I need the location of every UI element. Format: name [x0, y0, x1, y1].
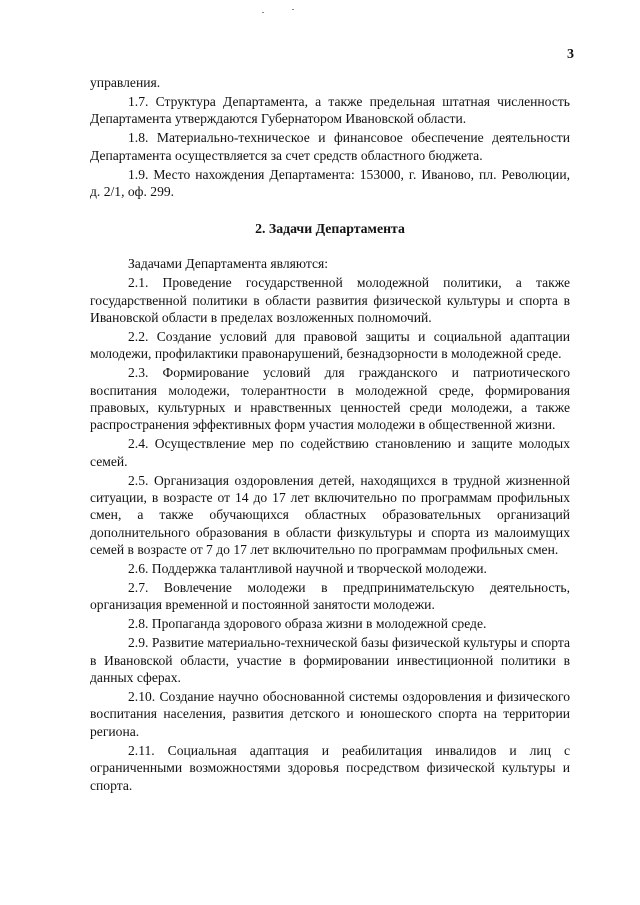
task-item-2-11: 2.11. Социальная адаптация и реабилитация инвалидов и лиц с ограниченными возможностями здоровья посредством физической культуры и спорта. — [90, 742, 570, 793]
page-number: 3 — [567, 47, 574, 62]
task-item-2-4: 2.4. Осуществление мер по содействию становлению и защите молодых семей. — [90, 436, 570, 469]
task-item-2-10: 2.10. Создание научно обоснованной системы оздоровления и физического воспитания населения, развития детского и юношеского спорта на территории региона. — [90, 689, 570, 739]
task-item-2-8: 2.8. Пропаганда здорового образа жизни в молодежной среде. — [128, 616, 487, 632]
task-item-2-7: 2.7. Вовлечение молодежи в предпринимательскую деятельность, организация временной и постоянной занятости молодежи. — [90, 580, 570, 613]
paragraph-1-8: 1.8. Материально-техническое и финансовое обеспечение деятельности Департамента осуществляется за счет средств областного бюджета. — [90, 130, 570, 163]
task-item-2-6: 2.6. Поддержка талантливой научной и творческой молодежи. — [128, 561, 487, 577]
scan-mark — [292, 9, 294, 10]
paragraph-1-9: 1.9. Место нахождения Департамента: 153000, г. Иваново, пл. Революции, д. 2/1, оф. 299. — [90, 166, 570, 199]
task-item-2-2: 2.2. Создание условий для правовой защиты и социальной адаптации молодежи, профилактики правонарушений, безнадзорности в молодежной среде. — [90, 328, 570, 362]
task-item-2-3: 2.3. Формирование условий для гражданского и патриотического воспитания молодежи, толерантности в молодежной среде, формирования правовых, культурных и нравственных ценностей среди молодежи, а также распространения эффективных форм участия молодежи в общественной жизни. — [90, 365, 570, 433]
task-item-2-5: 2.5. Организация оздоровления детей, находящихся в трудной жизненной ситуации, в возрасте от 14 до 17 лет включительно по программам профильных смен, а также обучающихся областных образовательных организаций дополнительного образования в области физкультуры и спорта из малоимущих семей в возрасте от 7 до 17 лет включительно по программам профильных смен. — [90, 472, 570, 558]
task-item-2-1: 2.1. Проведение государственной молодежной политики, а также государственной политики в области развития физической культуры и спорта в Ивановской области в пределах возложенных полномочий. — [90, 275, 570, 325]
paragraph-continuation: управления. — [90, 75, 161, 90]
document-body — [90, 74, 570, 795]
paragraph-1-7: 1.7. Структура Департамента, а также предельная штатная численность Департамента утверждаются Губернатором Ивановской области. — [90, 93, 570, 127]
task-item-2-9: 2.9. Развитие материально-технической базы физической культуры и спорта в Ивановской области, участие в формировании инвестиционной политики в данных сферах. — [90, 635, 570, 686]
section-intro: Задачами Департамента являются: — [128, 255, 329, 271]
scan-mark — [262, 12, 264, 13]
section-heading: 2. Задачи Департамента — [255, 221, 405, 237]
